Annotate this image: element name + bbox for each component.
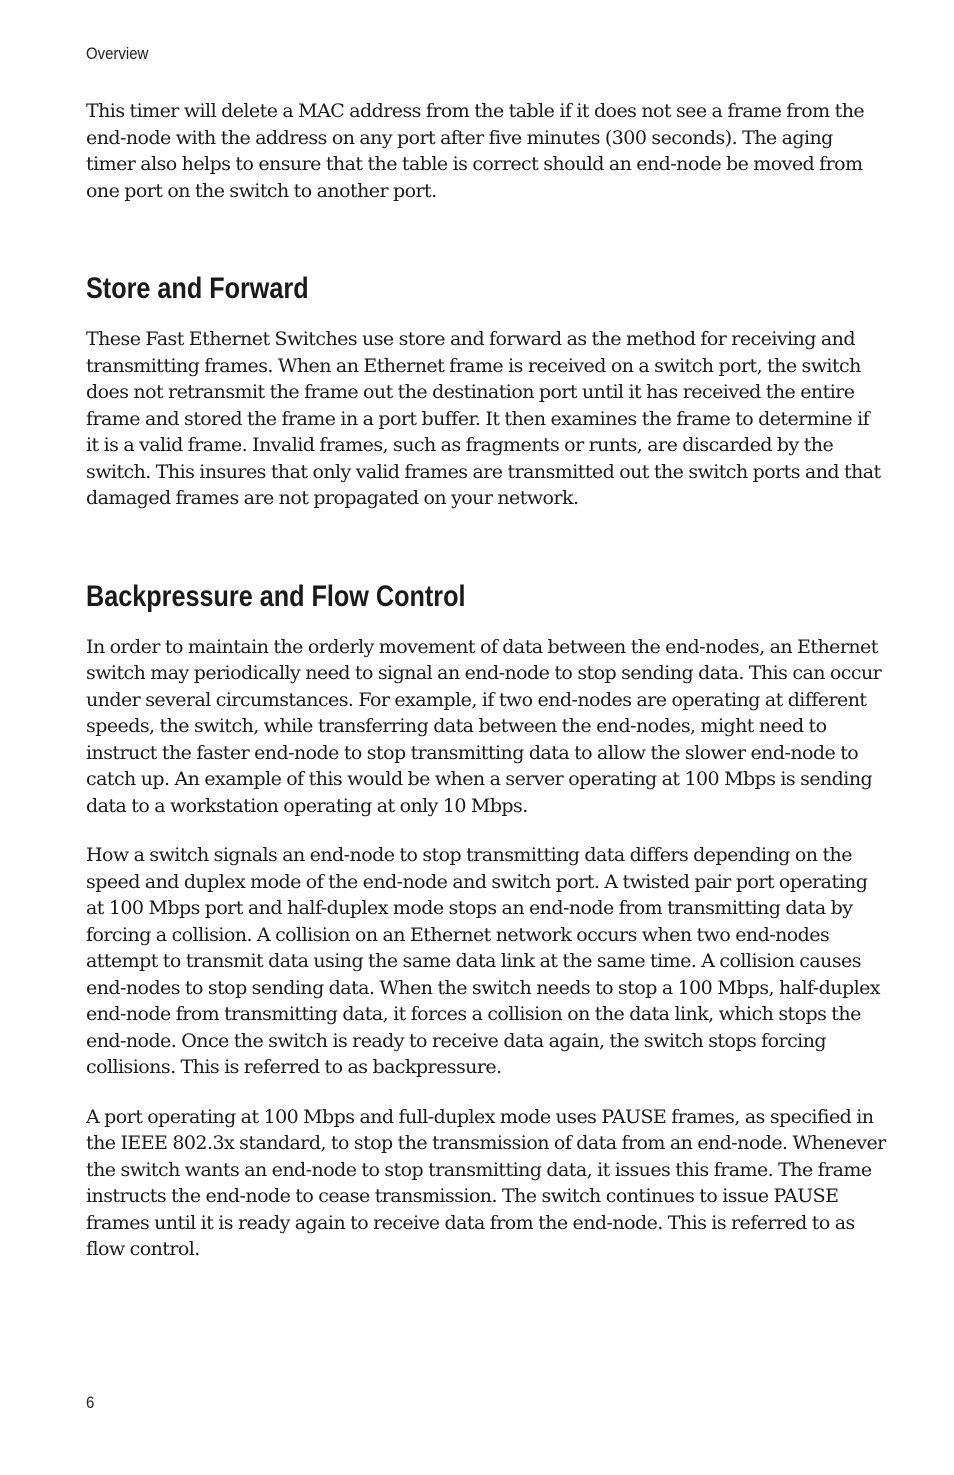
paragraph-backpressure-1: In order to maintain the orderly movement of data between the end-nodes, an Ethernet switch may periodically need to signal an end-node to stop sending data. This can occur under several circumstances. For example, if two end-nodes are operating at different speeds, the switch, while transferring data between the end-nodes, might need to instruct the faster end-node to stop transmitting data to allow the slower end-node to catch up. An example of this would be when a server operating at 100 Mbps is sending data to a workstation operating at only 10 Mbps.: [86, 635, 882, 817]
page-number: 6: [86, 1393, 95, 1412]
paragraph-backpressure-2: How a switch signals an end-node to stop transmitting data differs depending on the speed and duplex mode of the end-node and switch port. A twisted pair port operating at 100 Mbps port and half-duplex mode stops an end-node from transmitting data by forcing a collision. A collision on an Ethernet network occurs when two end-nodes attempt to transmit data using the same data link at the same time. A collision causes end-nodes to stop sending data. When the switch needs to stop a 100 Mbps, half-duplex end-node from transmitting data, it forces a collision on the data link, which stops the end-node. Once the switch is ready to receive data again, the switch stops forcing collisions. This is referred to as backpressure.: [86, 844, 880, 1078]
paragraph-store-and-forward: These Fast Ethernet Switches use store and forward as the method for receiving and transmitting frames. When an Ethernet frame is received on a switch port, the switch does not retransmit the frame out the destination port until it has received the entire frame and stored the frame in a port buffer. It then examines the frame to determine if it is a valid frame. Invalid frames, such as fragments or runts, are discarded by the switch. This insures that only valid frames are transmitted out the switch ports and that damaged frames are not propagated on your network.: [86, 328, 881, 509]
heading-store-and-forward: Store and Forward: [86, 272, 309, 305]
heading-backpressure-flow-control: Backpressure and Flow Control: [86, 579, 466, 613]
page-content: [86, 98, 886, 1263]
paragraph-flow-control: A port operating at 100 Mbps and full-duplex mode uses PAUSE frames, as specified in the IEEE 802.3x standard, to stop the transmission of data from an end-node. Whenever the switch wants an end-node to stop transmitting data, it issues this frame. The frame instructs the end-node to cease transmission. The switch continues to issue PAUSE frames until it is ready again to receive data from the end-node. This is referred to as flow control.: [86, 1105, 886, 1260]
intro-paragraph: This timer will delete a MAC address from the table if it does not see a frame from the end-node with the address on any port after five minutes (300 seconds). The aging timer also helps to ensure that the table is correct should an end-node be moved from one port on the switch to another port.: [86, 100, 865, 202]
running-head: Overview: [86, 44, 149, 63]
